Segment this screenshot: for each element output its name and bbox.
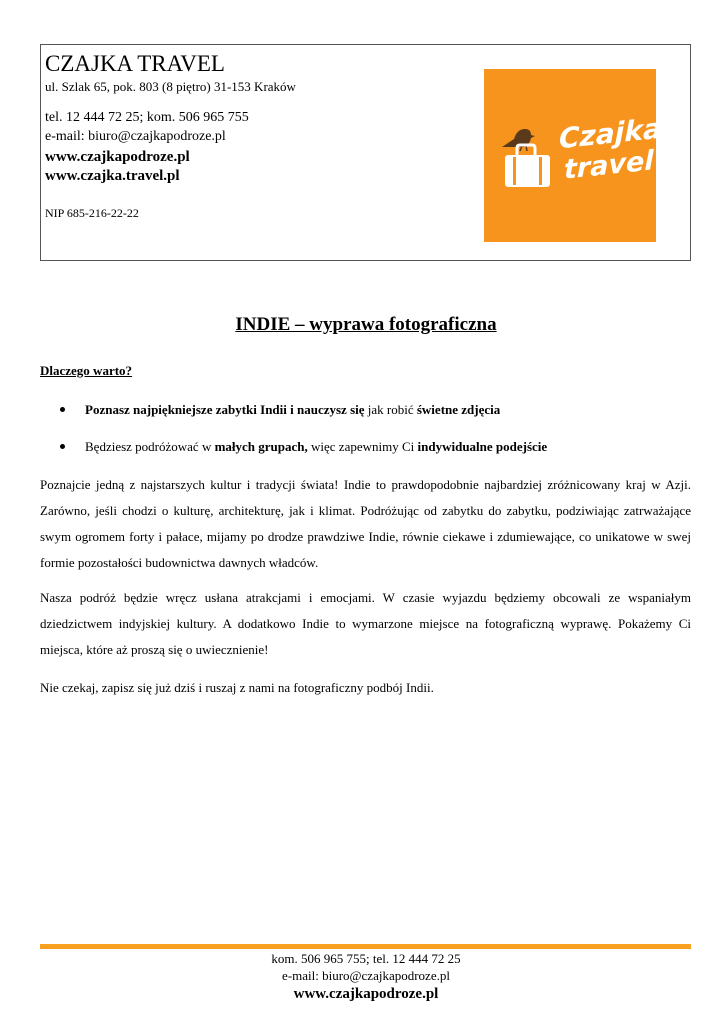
logo-word-travel: travel	[564, 145, 654, 186]
body-paragraph: Nasza podróż będzie wręcz usłana atrakcjami i emocjami. W czasie wyjazdu będziemy obcowali ze wspaniałym dziedzictwem indyjskiej kultury. A dodatkowo Indie to wymarzone miejsce na fotograficzną wyprawę. Pokażemy Ci miejsca, które aż proszą się o uwiecznienie!	[40, 590, 691, 657]
bullet-text: Będziesz podróżować w małych grupach, więc zapewnimy Ci indywidualne podejście	[85, 439, 548, 454]
logo-word-czajka: Czajka	[559, 111, 662, 156]
letterhead-box	[40, 44, 691, 261]
bullet-text: Poznasz najpiękniejsze zabytki Indii i nauczysz się jak robić świetne zdjęcia	[85, 402, 501, 417]
body-paragraph: Poznajcie jedną z najstarszych kultur i tradycji świata! Indie to prawdopodobnie najbardziej zróżnicowany kraj w Azji. Zarówno, jeśli chodzi o kulturę, architekturę, jak i klimat. Podróżując od zabytku do zabytku, podziwiając zatrważające swym ogromem forty i pałace, mijamy po drodze prawdziwe Indie, równie ciekawe i zdumiewające, co unikatowe w swej formie pozostałości budownictwa dawnych władców.	[40, 477, 691, 570]
document-title: INDIE – wyprawa fotograficzna	[235, 314, 497, 335]
footer-contact: kom. 506 965 755; tel. 12 444 72 25	[271, 951, 461, 966]
company-name: CZAJKA TRAVEL	[45, 51, 225, 76]
company-website-1: www.czajkapodroze.pl	[45, 149, 190, 165]
company-logo	[484, 69, 662, 242]
company-nip: NIP 685-216-22-22	[45, 206, 139, 220]
footer-email: e-mail: biuro@czajkapodroze.pl	[282, 968, 450, 983]
company-email: e-mail: biuro@czajkapodroze.pl	[45, 129, 226, 144]
bullet-dot	[60, 407, 65, 412]
bullet-dot	[60, 444, 65, 449]
company-website-2: www.czajka.travel.pl	[45, 168, 180, 184]
body-paragraph: Nie czekaj, zapisz się już dziś i ruszaj z nami na fotograficzny podbój Indii.	[40, 680, 434, 695]
company-address: ul. Szlak 65, pok. 803 (8 piętro) 31-153 Kraków	[45, 79, 296, 94]
section-heading: Dlaczego warto?	[40, 363, 133, 378]
footer-rule	[40, 944, 691, 949]
footer-website: www.czajkapodroze.pl	[293, 986, 439, 1002]
company-phone: tel. 12 444 72 25; kom. 506 965 755	[45, 110, 249, 125]
